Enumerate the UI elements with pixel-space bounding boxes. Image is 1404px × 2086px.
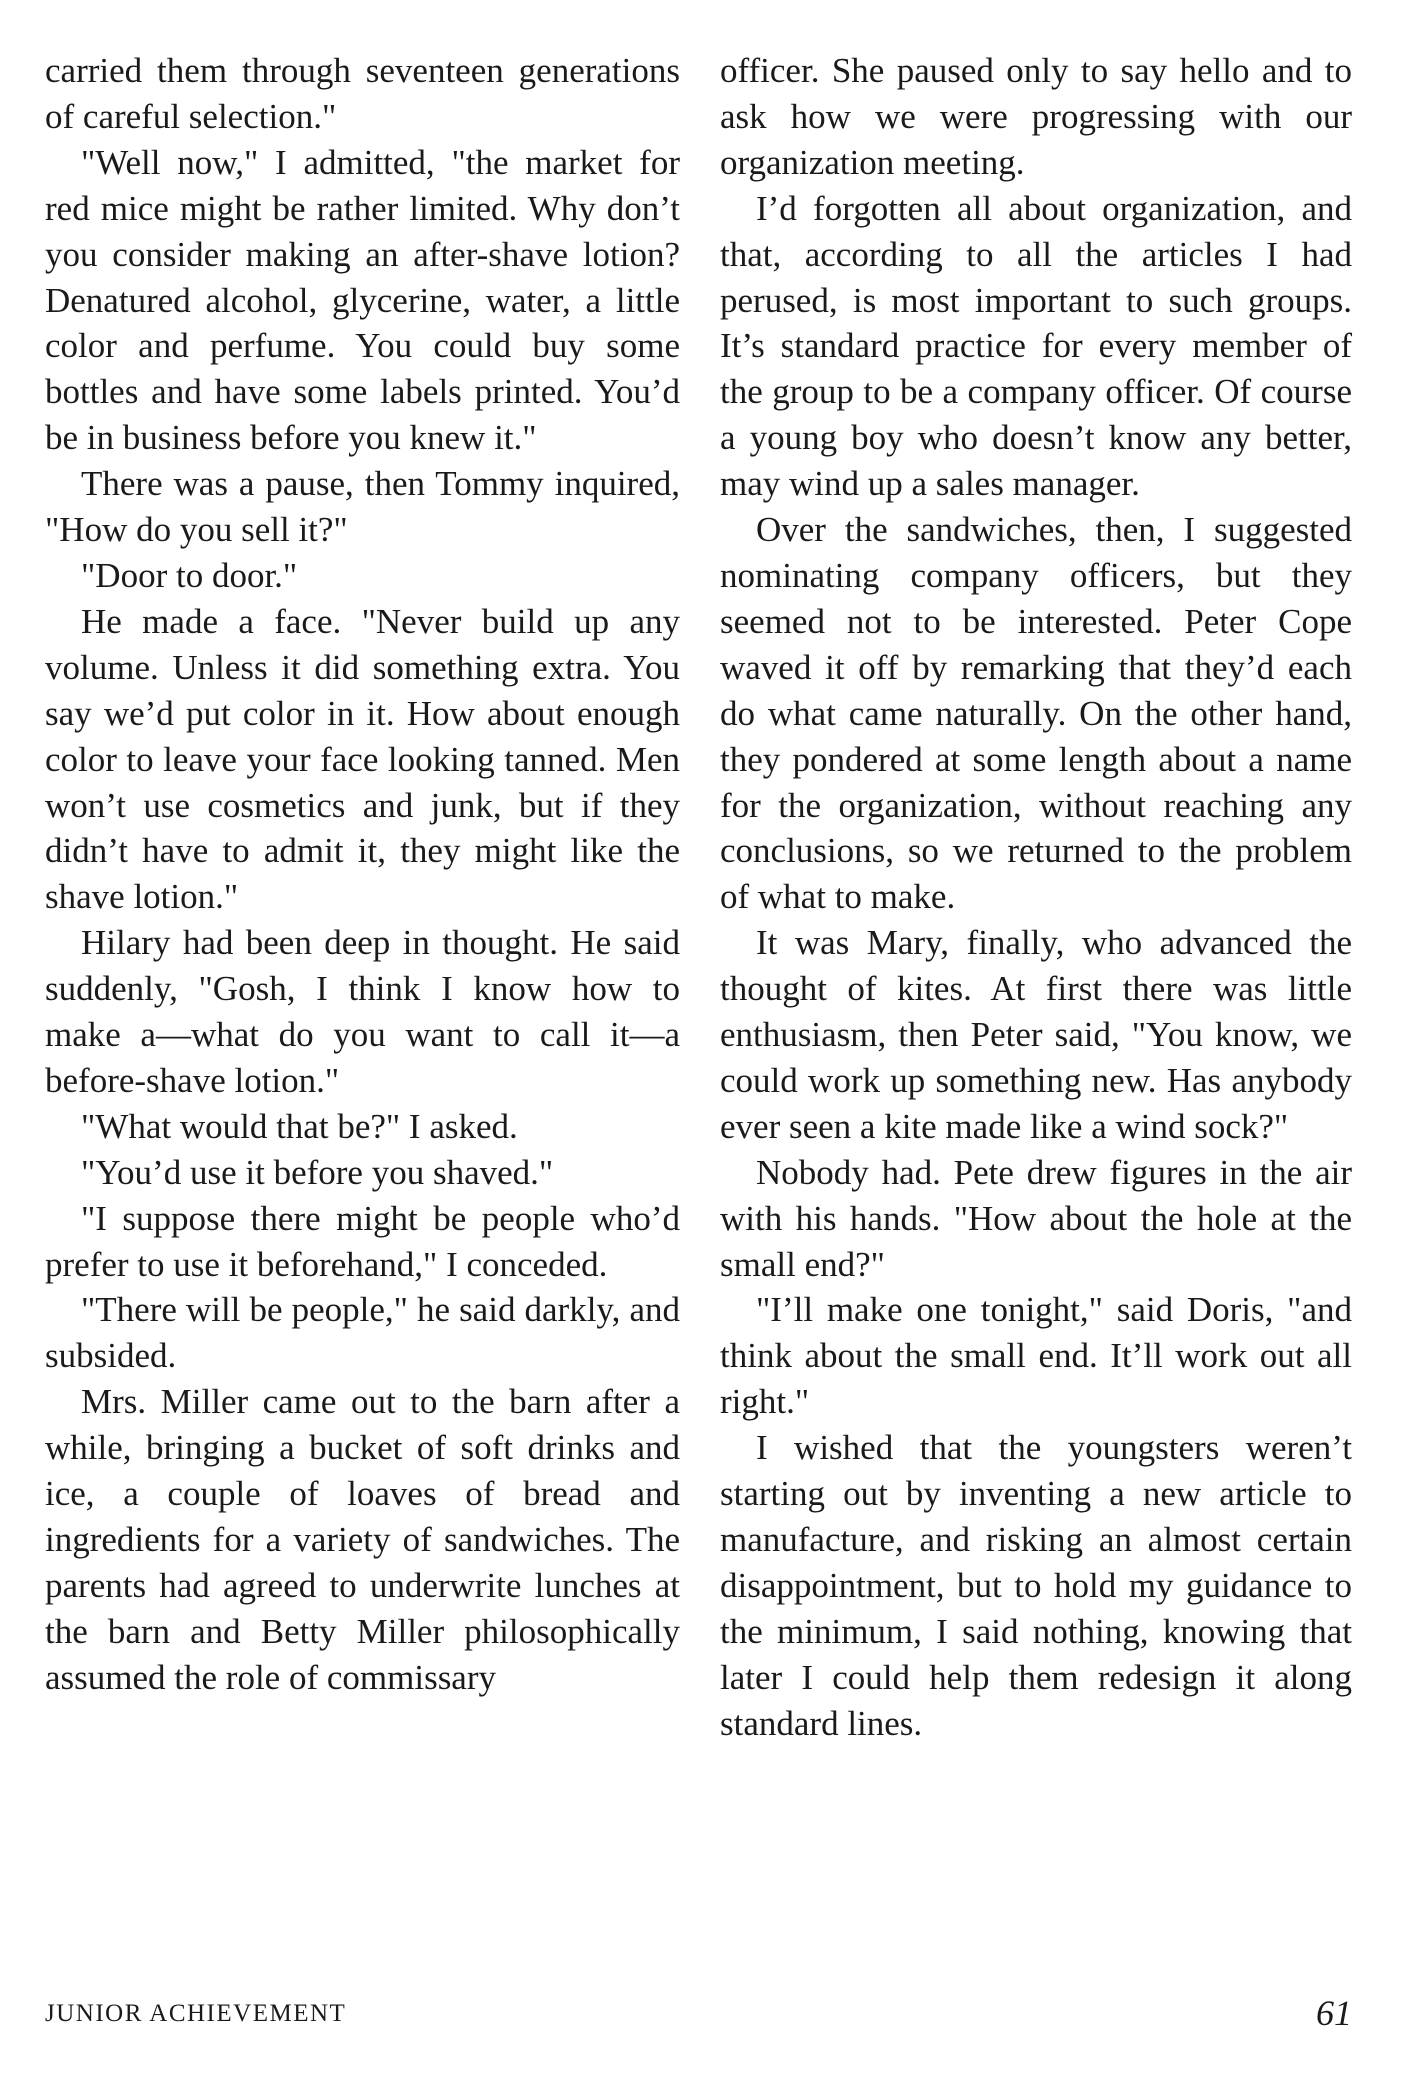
paragraph: "There will be people," he said darkly, and subsided. <box>45 1290 680 1376</box>
paragraph: I’d forgotten all about organization, and that, according to all the articles I had perused, is most important to such groups. It’s standard practice for every member of the group to be a company officer. Of course a young boy who doesn’t know any better, may wind up a sales manager. <box>720 188 1352 504</box>
paragraph: carried them through seventeen generations of careful selection." <box>45 51 680 136</box>
paragraph: officer. She paused only to say hello and to ask how we were progressing with our organization meeting. <box>720 51 1352 182</box>
paragraph: Hilary had been deep in thought. He said suddenly, "Gosh, I think I know how to make a—what do you want to call it—a before-shave lotion." <box>45 923 680 1100</box>
paragraph: "What would that be?" I asked. <box>81 1106 518 1146</box>
paragraph: I wished that the youngsters weren’t starting out by inventing a new article to manufacture, and risking an almost certain disappointment, but to hold my guidance to the minimum, I said nothing, knowing that later I could help them redesign it along standard lines. <box>720 1428 1352 1743</box>
paragraph: It was Mary, finally, who advanced the thought of kites. At first there was little enthusiasm, then Peter said, "You know, we could work up something new. Has anybody ever seen a kite made like a wind sock?" <box>720 923 1352 1146</box>
right-text-column <box>720 48 1352 1747</box>
page-footer <box>45 1990 1352 2040</box>
paragraph: "You’d use it before you shaved." <box>81 1152 554 1192</box>
page-number: 61 <box>1316 1993 1352 2033</box>
publication-title: JUNIOR ACHIEVEMENT <box>45 2000 347 2027</box>
paragraph: "I suppose there might be people who’d prefer to use it beforehand," I conceded. <box>45 1198 680 1284</box>
paragraph: "Well now," I admitted, "the market for red mice might be rather limited. Why don’t you consider making an after-shave lotion? Denatured alcohol, glycerine, water, a little color and perfume. You could buy some bottles and have some labels printed. You’d be in business before you knew it." <box>45 142 680 458</box>
paragraph: Over the sandwiches, then, I suggested nominating company officers, but they seemed not to be interested. Peter Cope waved it off by remarking that they’d each do what came naturally. On the other hand, they pondered at some length about a name for the organization, without reaching any conclusions, so we returned to the problem of what to make. <box>720 510 1352 917</box>
paragraph: He made a face. "Never build up any volume. Unless it did something extra. You say we’d put color in it. How about enough color to leave your face looking tanned. Men won’t use cosmetics and junk, but if they didn’t have to admit it, they might like the shave lotion." <box>45 601 680 917</box>
paragraph: "Door to door." <box>81 555 298 595</box>
paragraph: Nobody had. Pete drew figures in the air with his hands. "How about the hole at the small end?" <box>720 1152 1352 1284</box>
paragraph: Mrs. Miller came out to the barn after a while, bringing a bucket of soft drinks and ice, a couple of loaves of bread and ingredients for a variety of sandwiches. The parents had agreed to underwrite lunches at the barn and Betty Miller philosophically assumed the role of commissary <box>45 1382 680 1697</box>
paragraph: "I’ll make one tonight," said Doris, "and think about the small end. It’ll work out all right." <box>720 1290 1352 1422</box>
paragraph: There was a pause, then Tommy inquired, "How do you sell it?" <box>45 464 680 550</box>
left-text-column <box>45 48 680 1701</box>
